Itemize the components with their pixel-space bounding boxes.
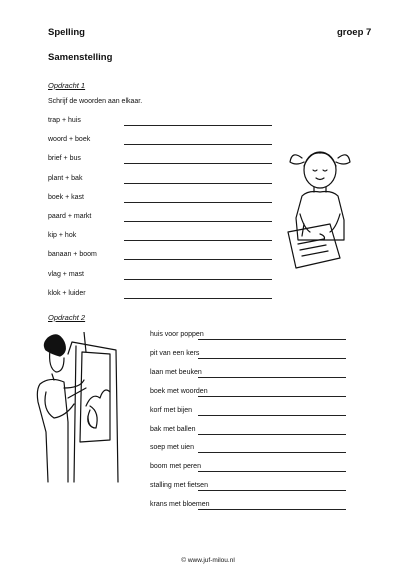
task2-label: Opdracht 2 [48, 313, 86, 322]
list-item [48, 194, 272, 206]
answer-line[interactable] [198, 434, 346, 435]
girl-writing-illustration [280, 140, 360, 280]
list-item [150, 369, 346, 381]
answer-line[interactable] [124, 125, 272, 126]
item-label: woord + boek [48, 136, 91, 144]
item-label: paard + markt [48, 213, 92, 220]
item-label: klok + luider [48, 289, 86, 297]
list-item [150, 463, 346, 475]
answer-line[interactable] [124, 221, 272, 222]
item-label: krans met bloemen [150, 501, 210, 509]
answer-line[interactable] [124, 240, 272, 241]
answer-line[interactable] [124, 298, 272, 299]
answer-line[interactable] [198, 415, 346, 416]
answer-line[interactable] [198, 490, 346, 491]
task1-label: Opdracht 1 [48, 81, 86, 90]
painter-illustration [24, 332, 136, 492]
answer-line[interactable] [198, 358, 346, 359]
answer-line[interactable] [124, 202, 272, 203]
list-item [150, 407, 346, 419]
list-item [48, 232, 272, 244]
item-label: laan met beuken [150, 368, 202, 376]
answer-line[interactable] [198, 339, 346, 340]
list-item [48, 136, 272, 148]
item-label: trap + huis [48, 117, 81, 124]
item-label: kip + hok [48, 232, 77, 240]
item-label: bak met ballen [150, 425, 196, 433]
list-item [48, 251, 272, 263]
list-item [150, 350, 346, 362]
item-label: stalling met fietsen [150, 482, 208, 490]
answer-line[interactable] [124, 279, 272, 280]
list-item [150, 388, 346, 400]
item-label: boek met woorden [150, 387, 208, 395]
page-title: Samenstelling [48, 52, 113, 63]
item-label: soep met uien [150, 444, 194, 452]
list-item [48, 271, 272, 283]
answer-line[interactable] [124, 183, 272, 184]
list-item [48, 175, 272, 187]
item-label: boek + kast [48, 193, 84, 201]
subject-heading: Spelling [48, 27, 85, 38]
item-label: korf met bijen [150, 406, 193, 414]
list-item [48, 117, 272, 129]
list-item [150, 501, 346, 513]
item-label: brief + bus [48, 155, 81, 163]
item-label: huis voor poppen [150, 331, 204, 338]
answer-line[interactable] [198, 509, 346, 510]
list-item [150, 444, 346, 456]
answer-line[interactable] [198, 471, 346, 472]
grade-heading: groep 7 [337, 27, 372, 38]
answer-line[interactable] [124, 259, 272, 260]
list-item [48, 213, 272, 225]
list-item [48, 155, 272, 167]
answer-line[interactable] [124, 144, 272, 145]
list-item [150, 482, 346, 494]
item-label: pit van een kers [150, 349, 200, 357]
footer-copyright: © www.juf-milou.nl [181, 557, 235, 564]
item-label: banaan + boom [48, 251, 97, 259]
list-item [150, 426, 346, 438]
list-item [48, 290, 272, 302]
answer-line[interactable] [124, 163, 272, 164]
answer-line[interactable] [198, 396, 346, 397]
answer-line[interactable] [198, 452, 346, 453]
item-label: boom met peren [150, 463, 201, 471]
item-label: plant + bak [48, 174, 83, 182]
answer-line[interactable] [198, 377, 346, 378]
item-label: vlag + mast [48, 270, 84, 278]
task1-instruction: Schrijf de woorden aan elkaar. [48, 98, 143, 105]
list-item [150, 331, 346, 343]
